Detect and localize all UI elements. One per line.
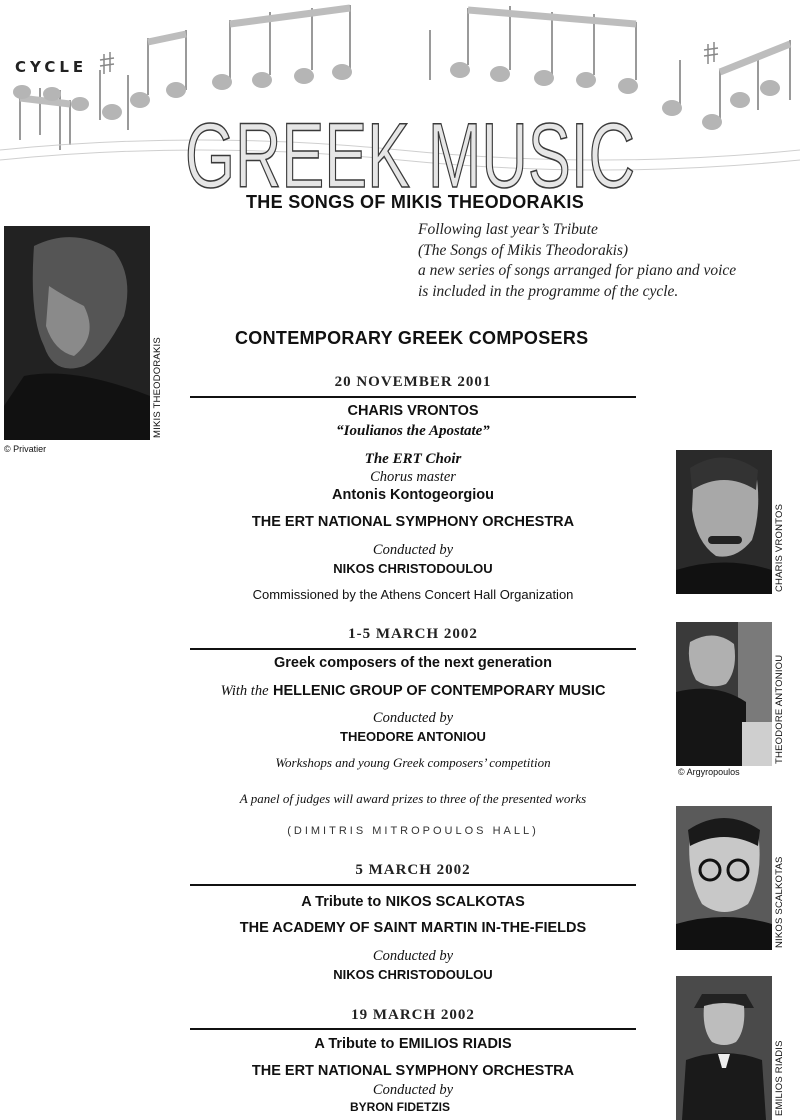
event-note: Commissioned by the Athens Concert Hall Organization <box>252 587 574 602</box>
tribute-line <box>190 1035 636 1053</box>
photo-vrontos <box>676 450 772 594</box>
conducted-label: Conducted by <box>372 1082 454 1098</box>
conducted-label: Conducted by <box>372 710 454 726</box>
subtitle: THE SONGS OF MIKIS THEODORAKIS <box>246 192 585 212</box>
credit-theodorakis: © Privatier <box>4 444 47 454</box>
caption-riadis: EMILIOS RIADIS <box>774 1040 785 1116</box>
intro-line: (The Songs of Mikis Theodorakis) <box>418 241 629 259</box>
venue: (DIMITRIS MITROPOULOS HALL) <box>287 825 539 837</box>
conducted-label: Conducted by <box>372 542 454 558</box>
tribute-prefix: A Tribute to <box>314 1036 395 1052</box>
conductor-name: NIKOS CHRISTODOULOU <box>333 561 493 576</box>
event-date: 20 NOVEMBER 2001 <box>334 374 492 390</box>
credit-antoniou: © Argyropoulos <box>678 767 740 777</box>
conductor-name: THEODORE ANTONIOU <box>340 729 486 744</box>
orchestra-name: THE ACADEMY OF SAINT MARTIN IN-THE-FIELDS <box>239 920 587 936</box>
caption-antoniou: THEODORE ANTONIOU <box>774 654 785 764</box>
event-note: A panel of judges will award prizes to three of the presented works <box>239 791 587 806</box>
caption-vrontos: CHARIS VRONTOS <box>774 503 785 592</box>
ensemble-name: HELLENIC GROUP OF CONTEMPORARY MUSIC <box>272 683 606 699</box>
cycle-label: CYCLE <box>15 58 88 76</box>
choir-name: The ERT Choir <box>364 451 462 467</box>
chorus-master-label: Chorus master <box>370 469 456 485</box>
event-note: Workshops and young Greek composers’ competition <box>275 755 551 770</box>
main-title-text: GREEK MUSIC <box>185 105 635 195</box>
orchestra-name: THE ERT NATIONAL SYMPHONY ORCHESTRA <box>251 1063 575 1079</box>
photo-riadis <box>676 976 772 1120</box>
divider <box>190 396 636 398</box>
conductor-name: NIKOS CHRISTODOULOU <box>333 967 493 982</box>
event-headline: Greek composers of the next generation <box>274 655 552 671</box>
conductor-name: BYRON FIDETZIS <box>349 1100 450 1114</box>
ensemble-line <box>190 682 636 700</box>
intro-line: Following last year’s Tribute <box>418 221 598 238</box>
with-label: With the <box>220 683 269 699</box>
event-date: 5 MARCH 2002 <box>355 862 471 878</box>
caption-theodorakis: MIKIS THEODORAKIS <box>152 337 163 438</box>
photo-antoniou <box>676 622 772 766</box>
divider <box>190 648 636 650</box>
intro-text <box>418 220 798 302</box>
tribute-line <box>190 893 636 911</box>
photo-scalkotas <box>676 806 772 950</box>
conducted-label: Conducted by <box>372 948 454 964</box>
main-title <box>185 75 645 195</box>
photo-theodorakis <box>4 226 150 440</box>
caption-scalkotas: NIKOS SCALKOTAS <box>774 856 785 948</box>
chorus-master-name: Antonis Kontogeorgiou <box>332 487 494 503</box>
tribute-name: EMILIOS RIADIS <box>398 1036 512 1052</box>
event-date: 1-5 MARCH 2002 <box>348 626 478 642</box>
composer-name: CHARIS VRONTOS <box>347 403 479 419</box>
intro-line: is included in the programme of the cycle. <box>418 282 679 300</box>
tribute-prefix: A Tribute to <box>301 894 382 910</box>
orchestra-name: THE ERT NATIONAL SYMPHONY ORCHESTRA <box>251 514 575 530</box>
divider <box>190 884 636 886</box>
divider <box>190 1028 636 1030</box>
intro-line: a new series of songs arranged for piano and voice <box>418 262 737 279</box>
event-date: 19 MARCH 2002 <box>351 1007 475 1023</box>
section-title: CONTEMPORARY GREEK COMPOSERS <box>235 328 589 348</box>
work-title: “Ioulianos the Apostate” <box>336 423 490 439</box>
tribute-name: NIKOS SCALKOTAS <box>385 894 525 910</box>
